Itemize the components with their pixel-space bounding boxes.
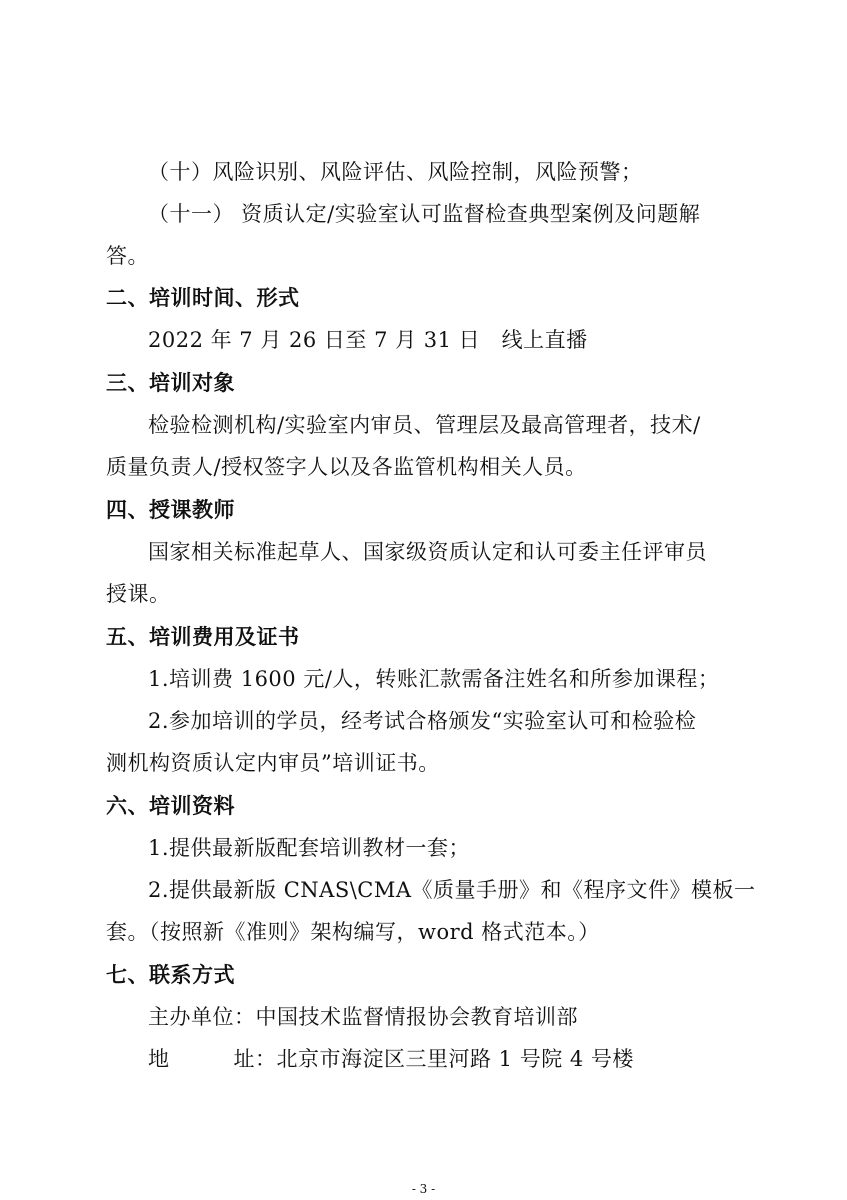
organizer-line: 主办单位：中国技术监督情报协会教育培训部: [148, 1005, 578, 1029]
section-heading-7: 七、联系方式: [106, 963, 235, 987]
section-heading-3: 三、培训对象: [106, 371, 235, 395]
section-heading-6: 六、培训资料: [106, 794, 235, 818]
section-5-item-2: 2.参加培训的学员，经考试合格颁发“实验室认可和检验检: [148, 709, 697, 733]
section-6-item-2: 2.提供最新版 CNAS\CMA《质量手册》和《程序文件》模板一: [148, 878, 756, 902]
section-5-item-2-continued: 测机构资质认定内审员”培训证书。: [106, 751, 440, 775]
section-heading-5: 五、培训费用及证书: [106, 625, 300, 649]
list-item-11: （十一） 资质认定/实验室认可监督检查典型案例及问题解: [148, 202, 701, 226]
section-5-item-1: 1.培训费 1600 元/人，转账汇款需备注姓名和所参加课程；: [148, 667, 720, 691]
section-4-body-continued: 授课。: [106, 582, 171, 606]
address-line: [148, 1044, 634, 1074]
address-label-start: 地: [148, 1047, 170, 1071]
section-3-body-continued: 质量负责人/授权签字人以及各监管机构相关人员。: [106, 455, 587, 479]
section-heading-4: 四、授课教师: [106, 498, 235, 522]
section-4-body: 国家相关标准起草人、国家级资质认定和认可委主任评审员: [148, 540, 707, 564]
page-number: - 3 -: [411, 1182, 436, 1196]
section-6-item-1: 1.提供最新版配套培训教材一套；: [148, 836, 471, 860]
address-text: 址：北京市海淀区三里河路 1 号院 4 号楼: [233, 1047, 634, 1071]
list-item-10: （十）风险识别、风险评估、风险控制，风险预警；: [148, 160, 643, 184]
section-6-item-2-continued: 套。（按照新《准则》架构编写，word 格式范本。）: [106, 920, 600, 944]
section-3-body: 检验检测机构/实验室内审员、管理层及最高管理者，技术/: [148, 413, 701, 437]
section-heading-2: 二、培训时间、形式: [106, 286, 300, 310]
section-2-body: 2022 年 7 月 26 日至 7 月 31 日 线上直播: [148, 328, 588, 352]
list-item-11-continued: 答。: [106, 244, 149, 268]
